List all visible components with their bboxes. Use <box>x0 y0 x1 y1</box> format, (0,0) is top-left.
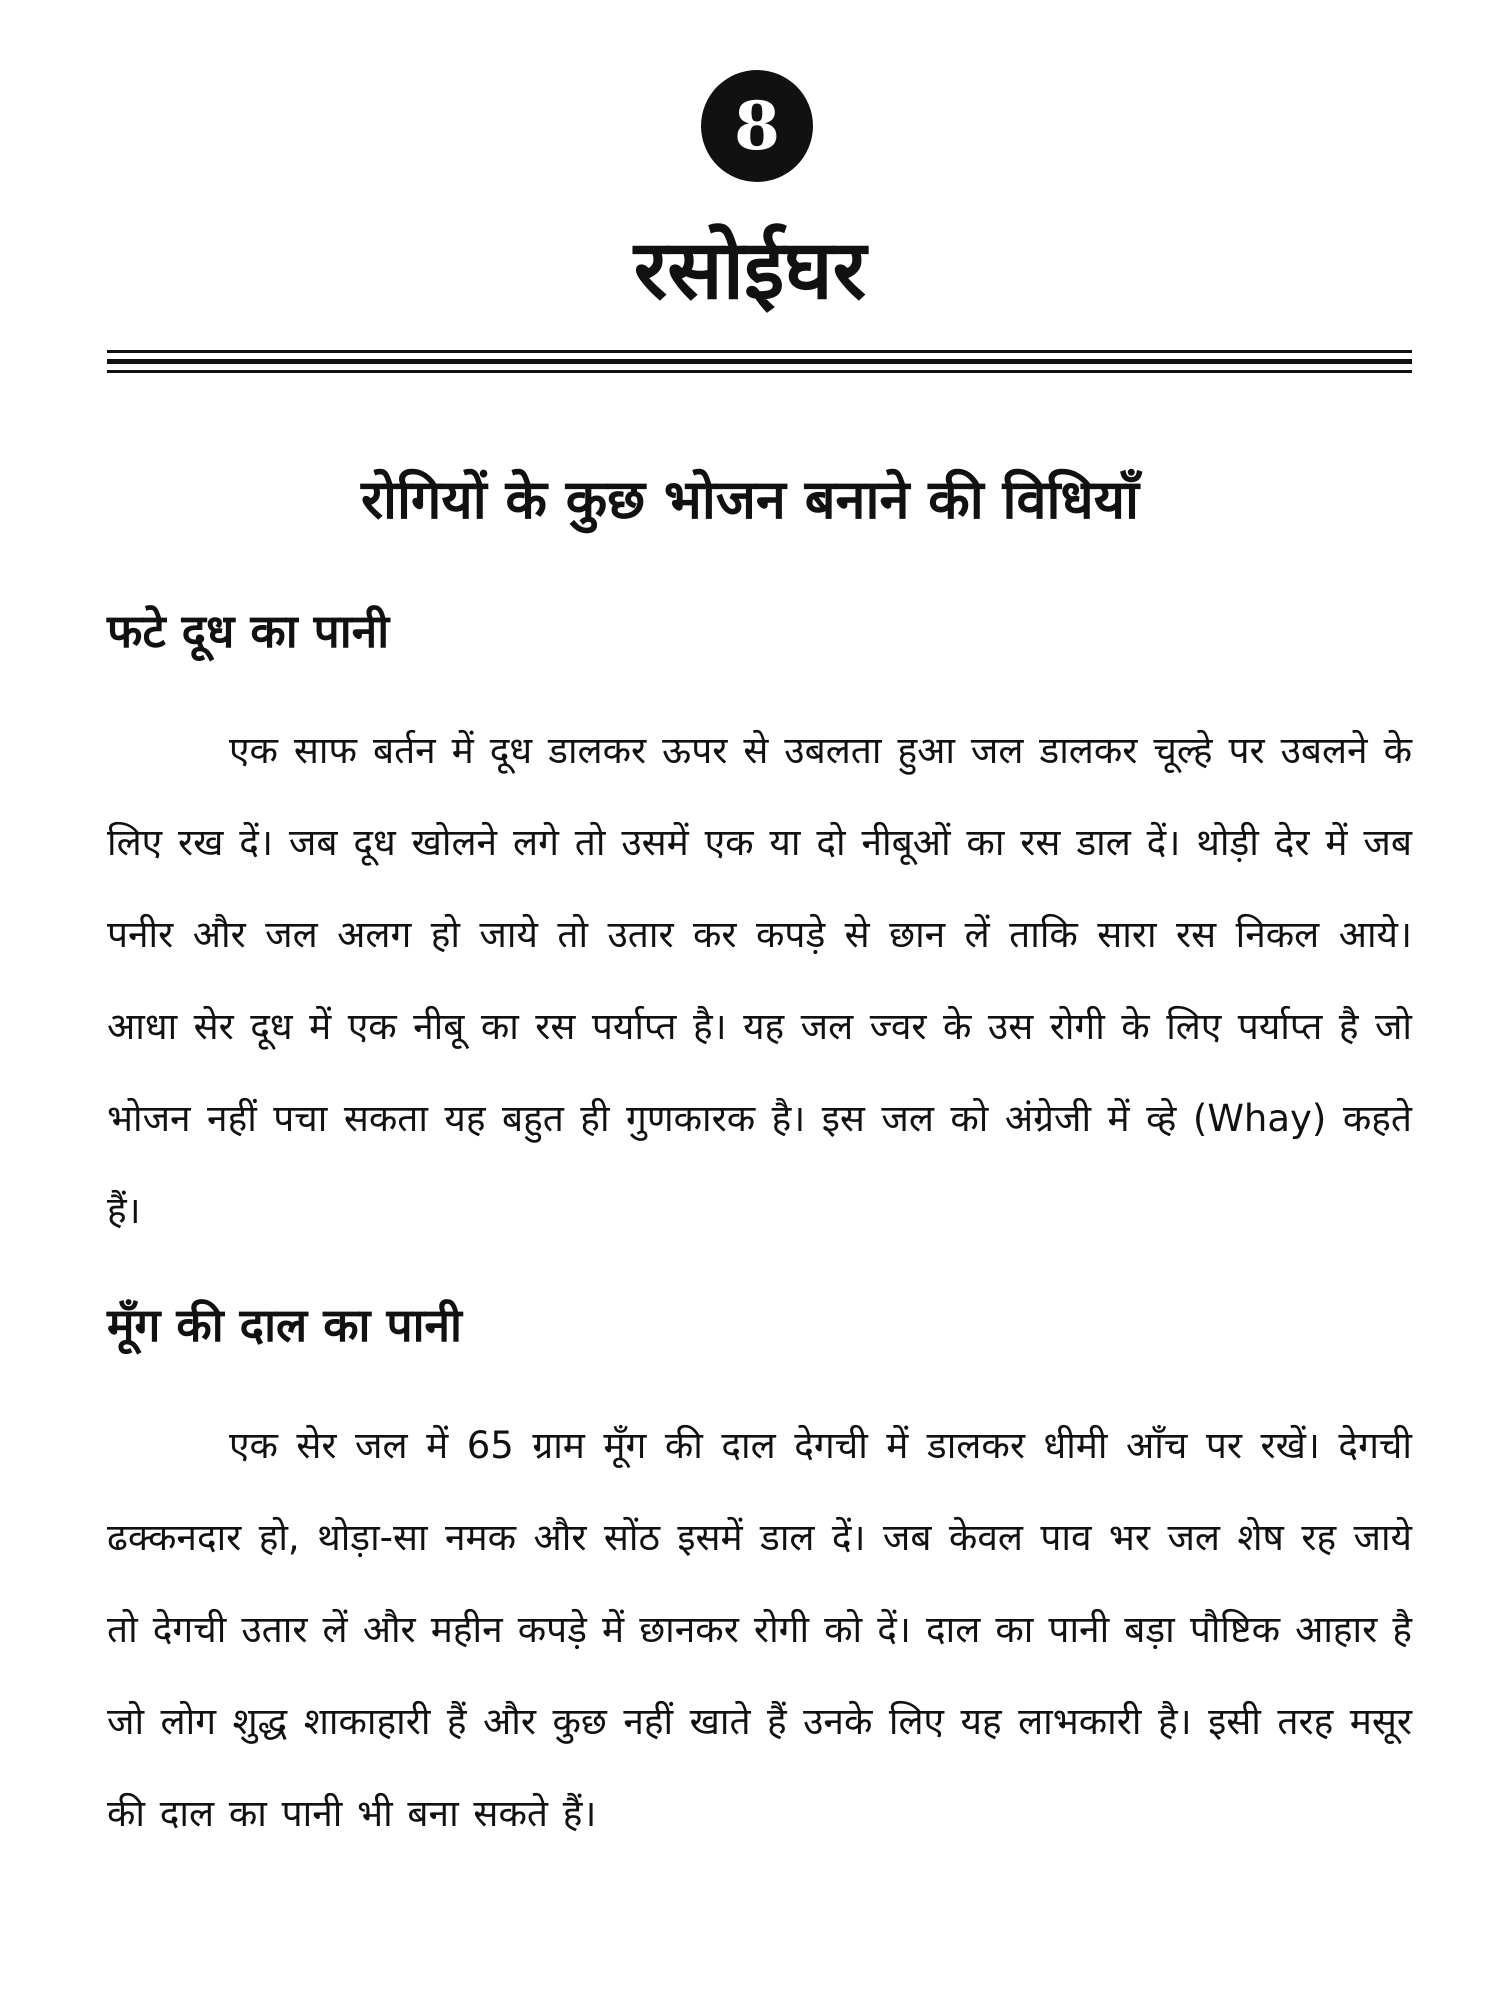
recipe-body-moong-dal: एक सेर जल में 65 ग्राम मूँग की दाल देगची में डालकर धीमी आँच पर रखें। देगची ढक्कनदार हो, थोड़ा-सा नमक और सोंठ इसमें डाल दें। जब केवल पाव भर जल शेष रह जाये तो देगची उतार लें और महीन कपड़े में छानकर रोगी को दें। दाल का पानी बड़ा पौष्टिक आहार है जो लोग शुद्ध शाकाहारी हैं और कुछ नहीं खाते हैं उनके लिए यह लाभकारी है। इसी तरह मसूर की दाल का पानी भी बना सकते हैं। <box>107 1424 1412 1835</box>
chapter-number-badge <box>701 70 813 182</box>
recipe-heading-whey: फटे दूध का पानी <box>107 604 390 658</box>
recipe-heading-moong-dal: मूँग की दाल का पानी <box>107 1298 462 1352</box>
recipe-body-whey: एक साफ बर्तन में दूध डालकर ऊपर से उबलता हुआ जल डालकर चूल्हे पर उबलने के लिए रख दें। जब दूध खोलने लगे तो उसमें एक या दो नीबूओं का रस डाल दें। थोड़ी देर में जब पनीर और जल अलग हो जाये तो उतार कर कपड़े से छान लें ताकि सारा रस निकल आये। आधा सेर दूध में एक नीबू का रस पर्याप्त है। यह जल ज्वर के उस रोगी के लिए पर्याप्त है जो भोजन नहीं पचा सकता यह बहुत ही गुणकारक है। इस जल को अंग्रेजी में व्हे (Whay) कहते हैं। <box>107 729 1412 1232</box>
chapter-number: 8 <box>734 87 780 165</box>
title-rule-bottom <box>107 370 1412 373</box>
section-title: रोगियों के कुछ भोजन बनाने की विधियाँ <box>360 468 1140 531</box>
title-rule-top <box>107 350 1412 353</box>
chapter-title: रसोईघर <box>633 223 867 318</box>
title-rule-middle <box>107 359 1412 364</box>
